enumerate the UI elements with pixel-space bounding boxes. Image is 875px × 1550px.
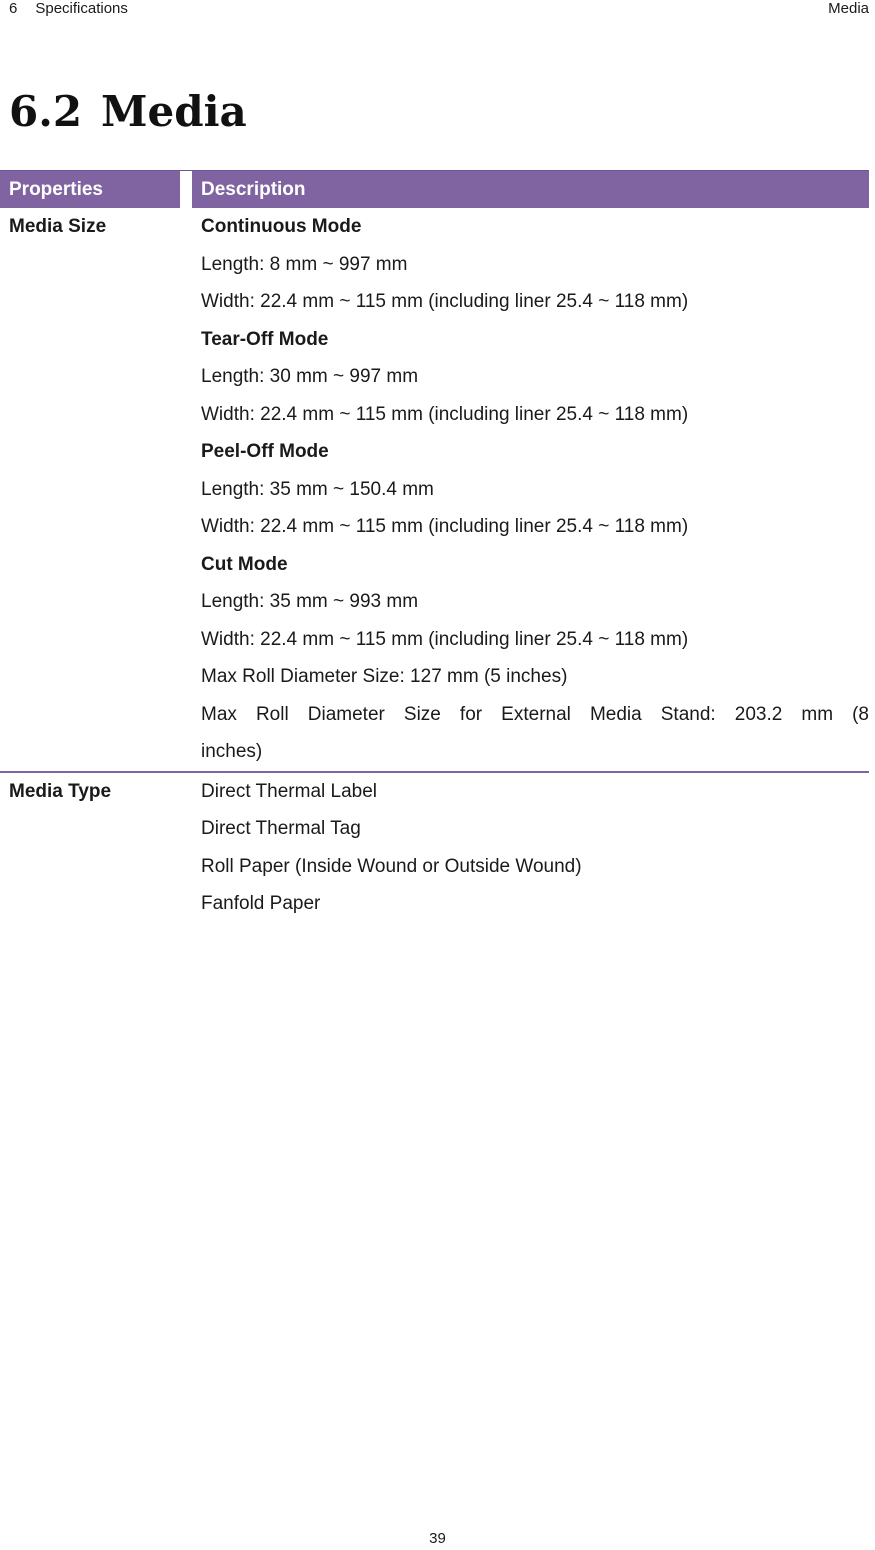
description-media-type <box>201 773 869 923</box>
page-number: 39 <box>429 1530 446 1547</box>
continuous-mode-length: Length: 8 mm ~ 997 mm <box>201 253 408 275</box>
tear-off-mode-length: Length: 30 mm ~ 997 mm <box>201 366 419 387</box>
max-roll-diameter-external-line-2: inches) <box>201 741 263 762</box>
cut-mode-heading: Cut Mode <box>201 553 288 575</box>
peel-off-mode-heading: Peel-Off Mode <box>201 441 329 462</box>
property-media-size: Media Size <box>9 216 107 237</box>
property-media-type: Media Type <box>9 780 112 802</box>
header-column-gap <box>180 171 192 208</box>
max-roll-diameter-external-line-1: Max Roll Diameter Size for External Media Stand: 203.2 mm (8 <box>201 703 869 725</box>
tear-off-mode-width: Width: 22.4 mm ~ 115 mm (including liner 25.4 ~ 118 mm) <box>201 403 689 425</box>
max-roll-diameter: Max Roll Diameter Size: 127 mm (5 inches) <box>201 666 568 687</box>
peel-off-mode-width: Width: 22.4 mm ~ 115 mm (including liner 25.4 ~ 118 mm) <box>201 516 689 537</box>
media-type-item: Direct Thermal Tag <box>201 818 361 839</box>
continuous-mode-width: Width: 22.4 mm ~ 115 mm (including liner 25.4 ~ 118 mm) <box>201 291 689 312</box>
continuous-mode-heading: Continuous Mode <box>201 216 362 237</box>
running-header-left <box>9 0 128 18</box>
table-header-row <box>0 170 869 208</box>
running-header <box>0 0 869 20</box>
table-row-media-type <box>0 773 869 923</box>
table-row-media-size <box>0 208 869 771</box>
peel-off-mode-length: Length: 35 mm ~ 150.4 mm <box>201 478 434 500</box>
media-type-item: Direct Thermal Label <box>201 780 378 802</box>
running-header-section: Media <box>828 0 869 17</box>
section-heading <box>9 84 247 140</box>
header-description: Description <box>201 179 306 200</box>
section-title: Media <box>101 87 247 136</box>
media-type-item: Roll Paper (Inside Wound or Outside Wound) <box>201 855 582 877</box>
tear-off-mode-heading: Tear-Off Mode <box>201 328 329 350</box>
cut-mode-length: Length: 35 mm ~ 993 mm <box>201 591 419 612</box>
description-media-size <box>201 208 869 771</box>
chapter-title: Specifications <box>35 0 128 17</box>
cut-mode-width: Width: 22.4 mm ~ 115 mm (including liner 25.4 ~ 118 mm) <box>201 628 689 650</box>
section-number: 6.2 <box>9 87 83 136</box>
header-properties: Properties <box>9 179 103 200</box>
specifications-table <box>0 170 869 923</box>
media-type-item: Fanfold Paper <box>201 893 321 914</box>
chapter-number: 6 <box>9 0 18 17</box>
